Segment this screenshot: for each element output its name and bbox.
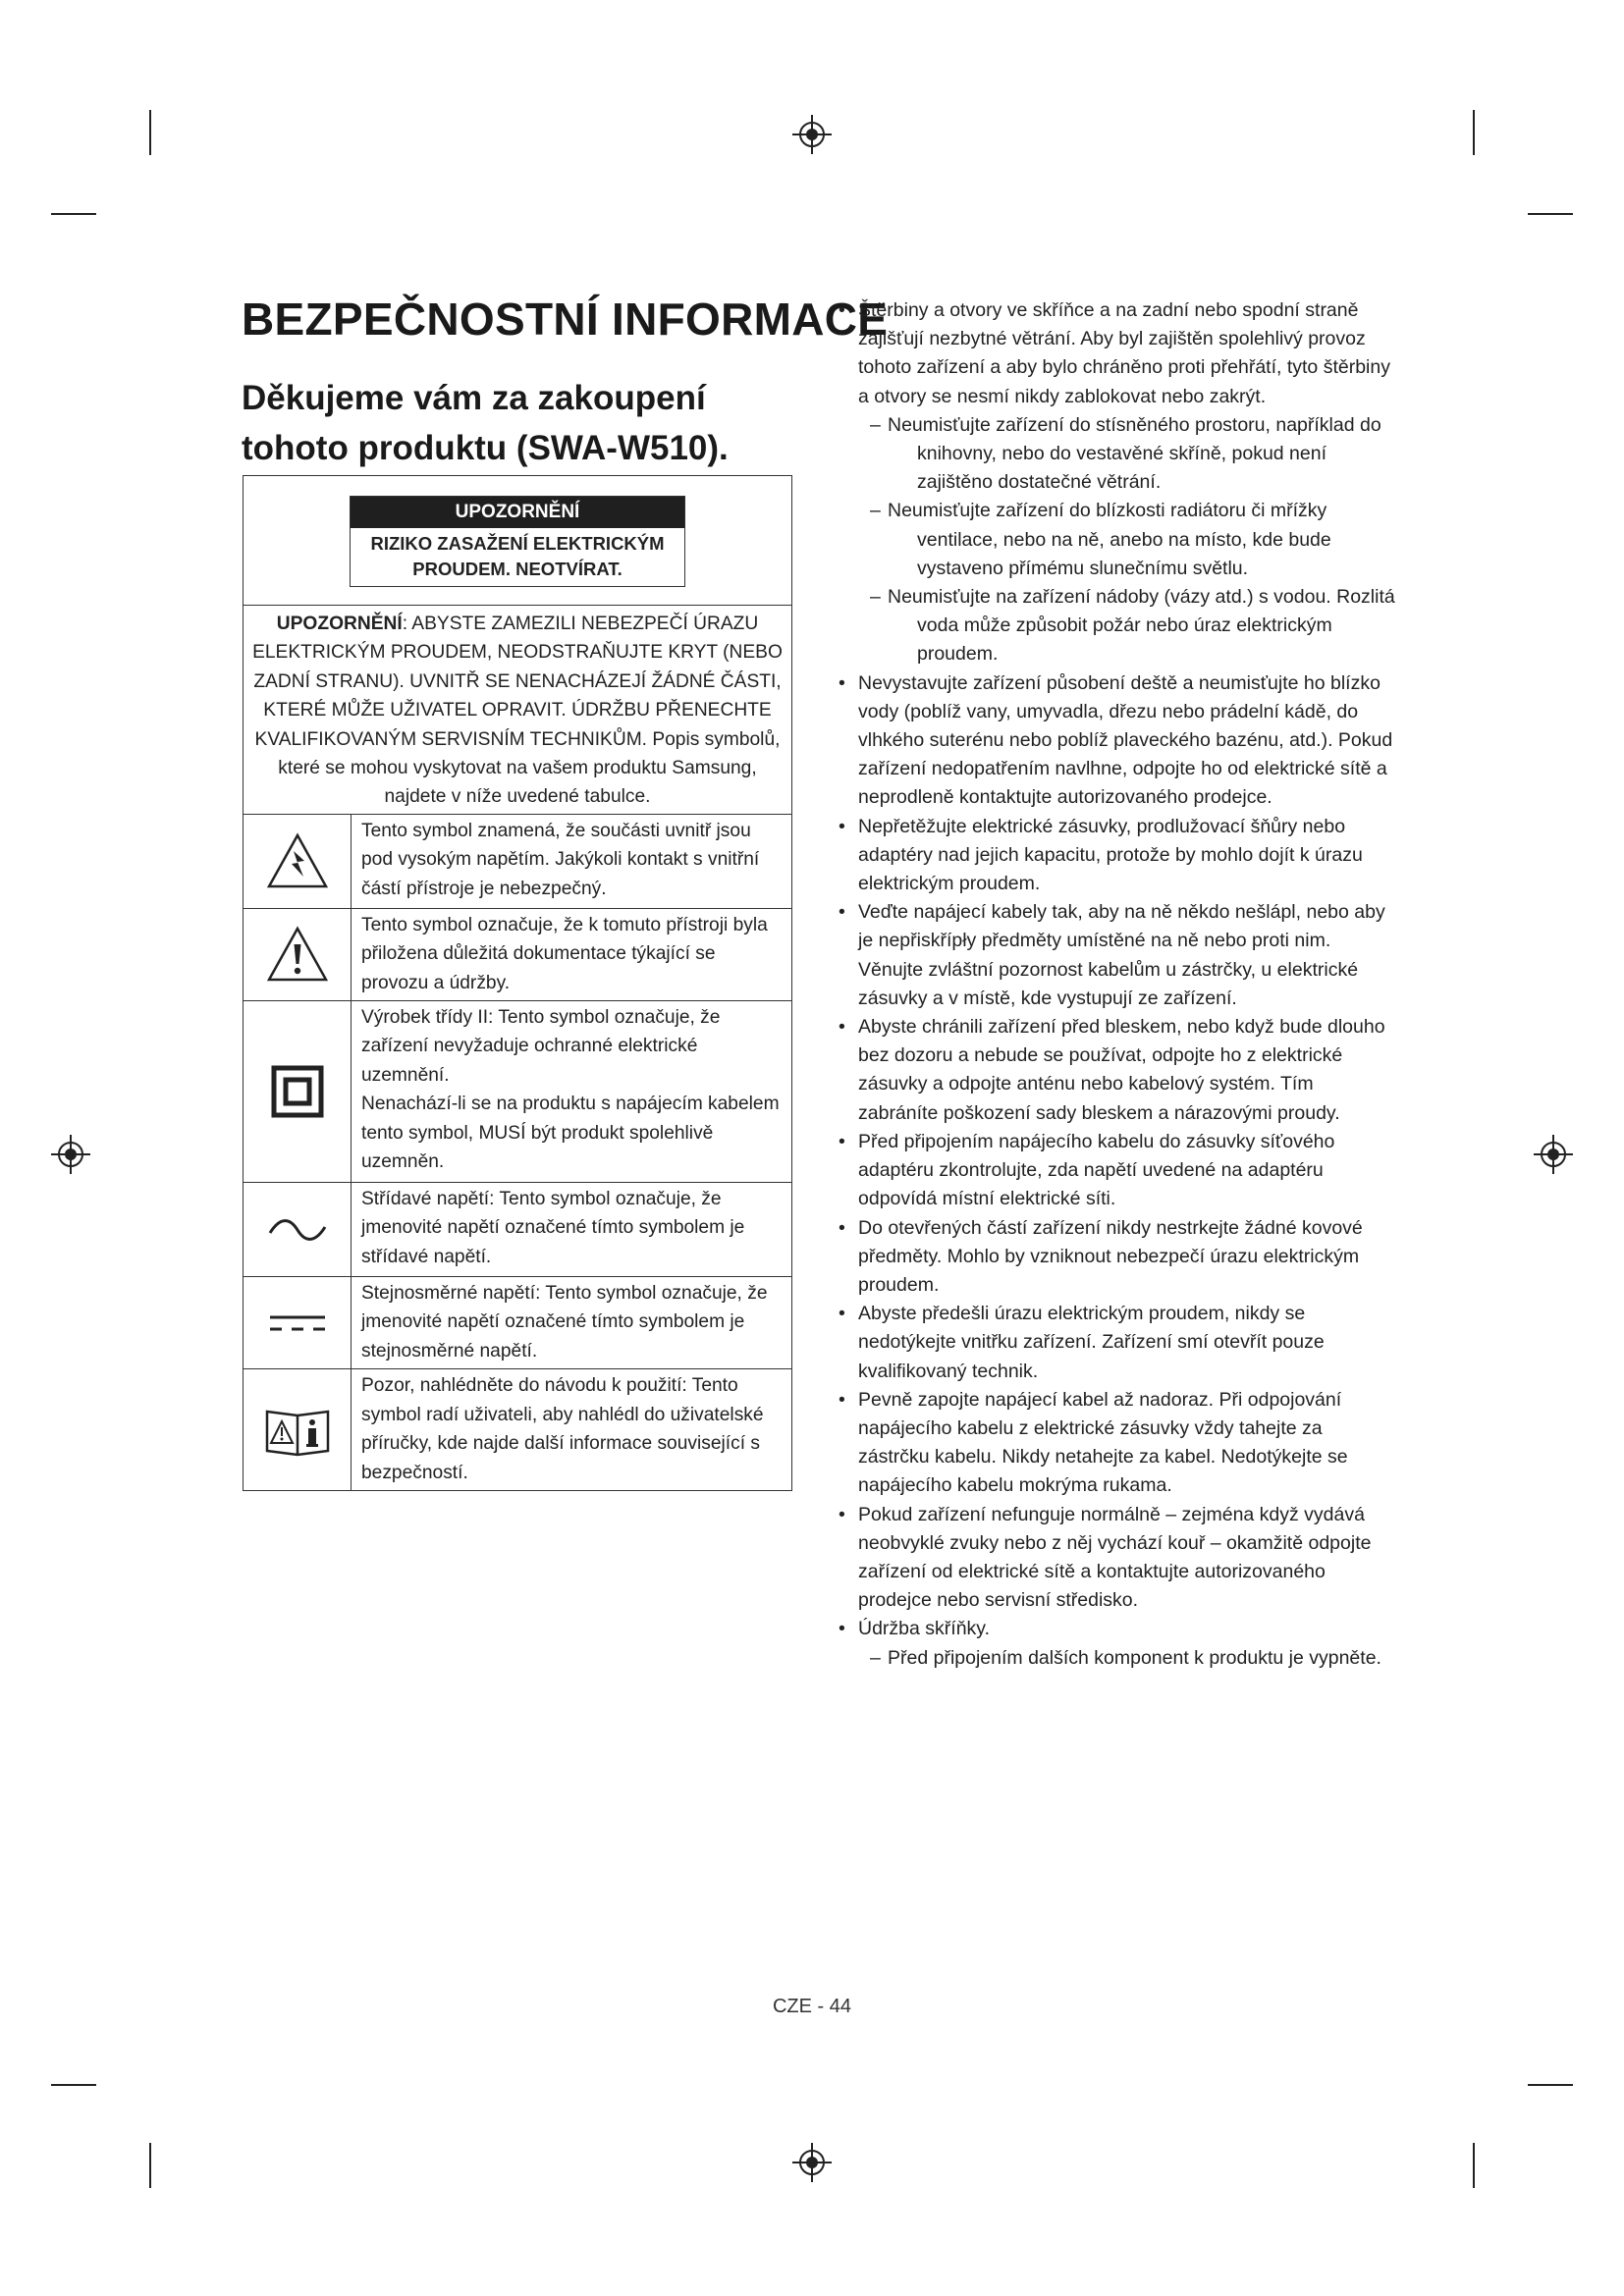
symbol-description: Stejnosměrné napětí: Tento symbol označuje, že jmenovité napětí označené tímto symbolem je stejnosměrné napětí. [352, 1277, 792, 1369]
dash-marker: – [870, 1646, 881, 1669]
symbol-row [244, 1369, 792, 1491]
sub-list-item-text: Neumisťujte zařízení do blízkosti radiátoru či mřížky ventilace, nebo na ně, anebo na místo, kde bude vystaveno přímému slunečnímu světlu. [888, 500, 1331, 579]
registration-mark-icon [1534, 1135, 1573, 1174]
sub-list-item [858, 1644, 1396, 1673]
crop-mark [51, 2084, 96, 2086]
dash-marker: – [870, 500, 881, 522]
crop-mark [1473, 2143, 1475, 2188]
manual-info-icon [263, 1404, 332, 1457]
symbol-description: Tento symbol znamená, že součásti uvnitř jsou pod vysokým napětím. Jakýkoli kontakt s vnitřní částí přístroje je nebezpečný. [352, 814, 792, 908]
dash-marker: – [870, 586, 881, 609]
symbol-row [244, 1001, 792, 1183]
crop-mark [1528, 213, 1573, 215]
list-item [837, 1300, 1396, 1386]
double-square-icon [270, 1064, 325, 1119]
sub-list [858, 411, 1396, 669]
safety-symbols-table [243, 475, 792, 1491]
list-item [837, 1013, 1396, 1128]
sub-list-item-text: Neumisťujte na zařízení nádoby (vázy atd.) s vodou. Rozlitá voda může způsobit požár nebo úraz elektrickým proudem. [888, 586, 1395, 666]
list-item-text: Před připojením napájecího kabelu do zásuvky síťového adaptéru zkontrolujte, zda napětí uvedené na adaptéru odpovídá místní elektrické síti. [858, 1130, 1335, 1210]
crop-mark [1473, 110, 1475, 155]
list-item-text: Štěrbiny a otvory ve skříňce a na zadní nebo spodní straně zajišťují nezbytné větrání. Aby byl zajištěn spolehlivý provoz tohoto zařízení a aby bylo chráněno proti přehřátí, tyto štěrbiny a otvory se nesmí nikdy zablokovat nebo zakrýt. [858, 299, 1390, 407]
dash-marker: – [870, 413, 881, 436]
symbol-row [244, 814, 792, 908]
list-item-text: Abyste chránili zařízení před bleskem, nebo když bude dlouho bez dozoru a nebude se používat, odpojte ho z elektrické zásuvky a odpojte anténu nebo kabelový systém. Tím zabráníte poškození sady bleskem a nárazovými proudy. [858, 1016, 1385, 1124]
list-item [837, 669, 1396, 813]
list-item [837, 1214, 1396, 1301]
warning-body: RIZIKO ZASAŽENÍ ELEKTRICKÝM PROUDEM. NEOTVÍRAT. [370, 533, 665, 580]
list-item-text: Veďte napájecí kabely tak, aby na ně někdo nešlápl, nebo aby je nepřiskřípły předměty umístěné na ně nebo proti nim. Věnujte zvláštní pozornost kabelům u zástrčky, u elektrické zásuvky a v místě, kde vystupují ze zařízení. [858, 901, 1385, 1009]
list-item [837, 1128, 1396, 1214]
page-subtitle: Děkujeme vám za zakoupení tohoto produktu (SWA-W510). [242, 379, 729, 467]
exclamation-triangle-icon [265, 925, 330, 984]
list-item-text: Do otevřených částí zařízení nikdy nestrkejte žádné kovové předměty. Mohlo by vzniknout nebezpečí úrazu elektrickým proudem. [858, 1216, 1363, 1296]
list-item [837, 898, 1396, 1013]
symbol-description: Tento symbol označuje, že k tomuto přístroji byla přiložena důležitá dokumentace týkající se provozu a údržby. [352, 908, 792, 1000]
crop-mark [51, 213, 96, 215]
symbol-row [244, 1277, 792, 1369]
warning-row [244, 476, 792, 606]
sub-list-item [858, 411, 1396, 498]
symbol-description: Výrobek třídy II: Tento symbol označuje, že zařízení nevyžaduje ochranné elektrické uzemnění. [361, 1007, 721, 1086]
lightning-triangle-icon [265, 831, 330, 890]
sub-list-item-text: Neumisťujte zařízení do stísněného prostoru, například do knihovny, nebo do vestavěné skříně, pokud není zajištěno dostatečné větrání. [888, 413, 1381, 494]
list-item-text: Nevystavujte zařízení působení deště a neumisťujte ho blízko vody (poblíž vany, umyvadla, dřezu nebo prádelní kádě, do vlhkého suterénu nebo poblíž plaveckého bazénu, atd.). Pokud zařízení nedopatřením navlhne, odpojte ho od elektrické sítě a neprodleně kontaktujte autorizovaného prodejce. [858, 671, 1393, 809]
symbol-description: Střídavé napětí: Tento symbol označuje, že jmenovité napětí označené tímto symbolem je střídavé napětí. [352, 1183, 792, 1277]
list-item-text: Údržba skříňky. [858, 1618, 991, 1640]
warning-header: UPOZORNĚNÍ [351, 497, 684, 528]
page-number: CZE - 44 [772, 1996, 852, 2017]
registration-mark-icon [792, 2143, 832, 2182]
sub-list-item [858, 583, 1396, 669]
crop-mark [1528, 2084, 1573, 2086]
symbol-description: Nenachází-li se na produktu s napájecím kabelem tento symbol, MUSÍ být produkt spolehlivě uzemněn. [361, 1094, 780, 1173]
caution-text [244, 606, 792, 815]
caution-row [244, 606, 792, 815]
crop-mark [149, 2143, 151, 2188]
registration-mark-icon [792, 115, 832, 154]
sub-list-item [858, 497, 1396, 583]
list-item-text: Nepřetěžujte elektrické zásuvky, prodlužovací šňůry nebo adaptéry nad jejich kapacitu, protože by mohlo dojít k úrazu elektrickým proudem. [858, 815, 1363, 895]
caution-label: UPOZORNĚNÍ [276, 614, 403, 634]
registration-mark-icon [51, 1135, 90, 1174]
crop-mark [149, 110, 151, 155]
warning-box [350, 496, 685, 587]
list-item [837, 296, 1396, 669]
list-item-text: Pevně zapojte napájecí kabel až nadoraz. Při odpojování napájecího kabelu z elektrické zásuvky vždy tahejte za zástrčku kabelu. Nikdy netahejte za kabel. Nedotýkejte se napájecího kabelu mokrýma rukama. [858, 1388, 1348, 1497]
list-item [837, 813, 1396, 899]
list-item [837, 1501, 1396, 1616]
list-item [837, 1386, 1396, 1501]
ac-wave-icon [266, 1215, 329, 1245]
symbol-description: Pozor, nahlédněte do návodu k použití: Tento symbol radí uživateli, aby nahlédl do uživatelské příručky, kde najde další informace související s bezpečností. [352, 1369, 792, 1491]
symbol-row [244, 908, 792, 1000]
sub-list-item-text: Před připojením dalších komponent k produktu je vypněte. [888, 1646, 1381, 1669]
list-item [837, 1615, 1396, 1672]
safety-instructions-list [837, 296, 1396, 1673]
list-item-text: Pokud zařízení nefunguje normálně – zejména když vydává neobvyklé zvuky nebo z něj vychází kouř – okamžitě odpojte zařízení od elektrické sítě a kontaktujte autorizovaného prodejce nebo servisní středisko. [858, 1503, 1372, 1612]
symbol-row [244, 1183, 792, 1277]
sub-list [858, 1644, 1396, 1673]
caution-body: : ABYSTE ZAMEZILI NEBEZPEČÍ ÚRAZU ELEKTRICKÝM PROUDEM, NEODSTRAŇUJTE KRYT (NEBO ZADNÍ STRANU). UVNITŘ SE NENACHÁZEJÍ ŽÁDNÉ ČÁSTI, KTERÉ MŮŽE UŽIVATEL OPRAVIT. ÚDRŽBU PŘENECHTE KVALIFIKOVANÝM SERVISNÍM TECHNIKŮM. Popis symbolů, které se mohou vyskytovat na vašem produktu Samsung, najdete v níže uvedené tabulce. [252, 614, 783, 808]
page-title: BEZPEČNOSTNÍ INFORMACE [242, 294, 889, 345]
dc-voltage-icon [266, 1311, 329, 1335]
list-item-text: Abyste předešli úrazu elektrickým proudem, nikdy se nedotýkejte vnitřku zařízení. Zařízení smí otevřít pouze kvalifikovaný technik. [858, 1303, 1325, 1382]
